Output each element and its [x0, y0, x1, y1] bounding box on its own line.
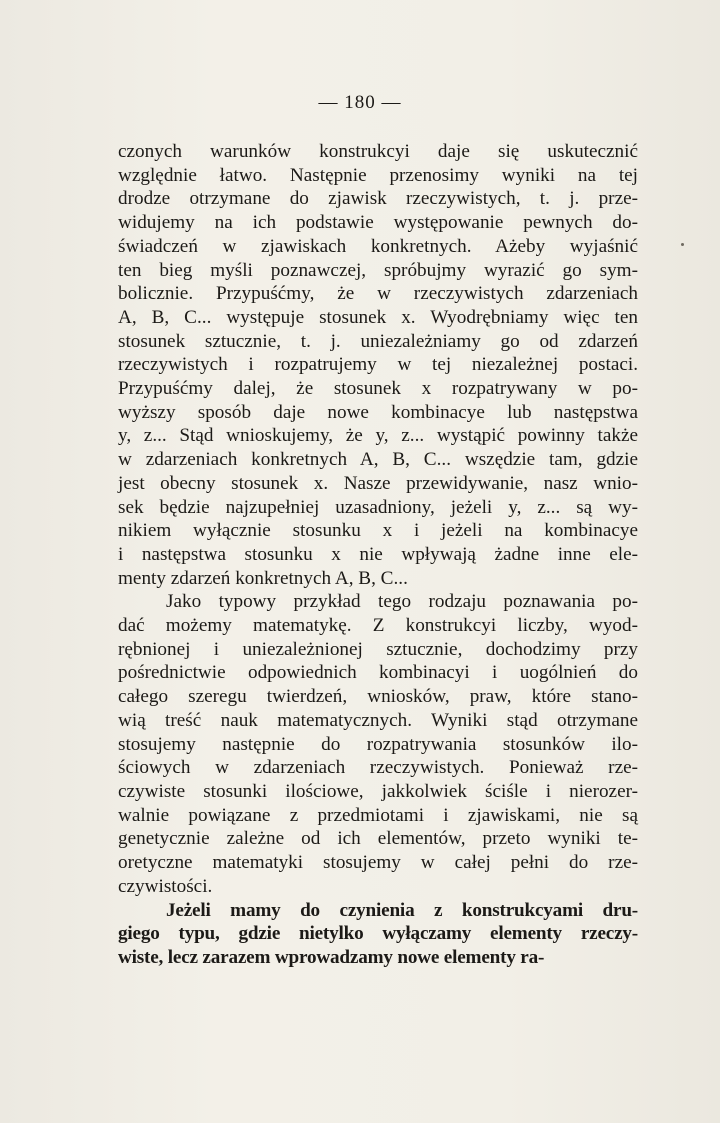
text-line: giego typu, gdzie nietylko wyłączamy elementy rzeczy-: [118, 923, 638, 945]
text-line: Jako typowy przykład tego rodzaju poznawania po-: [166, 591, 638, 613]
text-line: jest obecny stosunek x. Nasze przewidywanie, nasz wnio-: [118, 472, 638, 494]
text-line: y, z... Stąd wnioskujemy, że y, z... wystąpić powinny także: [118, 425, 638, 447]
text-line: widujemy na ich podstawie występowanie pewnych do-: [118, 212, 638, 234]
page-number: — 180 —: [318, 92, 402, 113]
text-line: wiste, lecz zarazem wprowadzamy nowe elementy ra-: [118, 946, 545, 968]
text-line: Jeżeli mamy do czynienia z konstrukcyami dru-: [166, 899, 638, 921]
text-line: czywiste stosunki ilościowe, jakkolwiek ściśle i nierozer-: [118, 780, 638, 802]
text-line: A, B, C... występuje stosunek x. Wyodrębniamy więc ten: [118, 306, 638, 328]
text-line: czywistości.: [118, 875, 213, 897]
text-line: menty zdarzeń konkretnych A, B, C...: [118, 567, 408, 589]
text-line: rzeczywistych i rozpatrujemy w tej niezależnej postaci.: [118, 354, 638, 376]
paragraph-1: [118, 140, 638, 590]
text-line: całego szeregu twierdzeń, wniosków, praw, które stano-: [118, 686, 638, 708]
text-line: nikiem wyłącznie stosunku x i jeżeli na kombinacye: [118, 520, 638, 542]
text-line: walnie powiązane z przedmiotami i zjawiskami, nie są: [118, 804, 638, 826]
ink-speck: [681, 243, 684, 246]
text-line: rębnionej i uniezależnionej sztucznie, dochodzimy przy: [118, 638, 638, 660]
text-line: dać możemy matematykę. Z konstrukcyi liczby, wyod-: [118, 615, 638, 637]
text-line: w zdarzeniach konkretnych A, B, C... wszędzie tam, gdzie: [118, 449, 638, 471]
text-line: genetycznie zależne od ich elementów, przeto wyniki te-: [118, 828, 638, 850]
body-text: [118, 140, 638, 970]
text-line: wią treść nauk matematycznych. Wyniki stąd otrzymane: [118, 709, 638, 731]
text-line: stosunek sztucznie, t. j. uniezależniamy go od zdarzeń: [118, 330, 638, 352]
text-line: wyższy sposób daje nowe kombinacye lub następstwa: [118, 401, 638, 423]
text-line: pośrednictwie odpowiednich kombinacyi i uogólnień do: [118, 662, 638, 684]
text-line: względnie łatwo. Następnie przenosimy wyniki na tej: [118, 164, 638, 186]
text-line: oretyczne matematyki stosujemy w całej pełni do rze-: [118, 852, 638, 874]
text-line: sek będzie najzupełniej uzasadniony, jeżeli y, z... są wy-: [118, 496, 638, 518]
text-line: i następstwa stosunku x nie wpływają żadne inne ele-: [118, 543, 638, 565]
text-line: świadczeń w zjawiskach konkretnych. Ażeby wyjaśnić: [118, 235, 638, 257]
text-line: ten bieg myśli poznawczej, spróbujmy wyrazić go sym-: [118, 259, 638, 281]
text-line: ściowych w zdarzeniach rzeczywistych. Ponieważ rze-: [118, 757, 638, 779]
text-line: czonych warunków konstrukcyi daje się uskutecznić: [118, 141, 638, 162]
paragraph-2: [118, 590, 638, 898]
text-line: stosujemy następnie do rozpatrywania stosunków ilo-: [118, 733, 638, 755]
text-line: Przypuśćmy dalej, że stosunek x rozpatrywany w po-: [118, 378, 638, 400]
text-line: bolicznie. Przypuśćmy, że w rzeczywistych zdarzeniach: [118, 283, 638, 305]
text-line: drodze otrzymane do zjawisk rzeczywistych, t. j. prze-: [118, 188, 638, 210]
paragraph-3: [118, 899, 638, 970]
